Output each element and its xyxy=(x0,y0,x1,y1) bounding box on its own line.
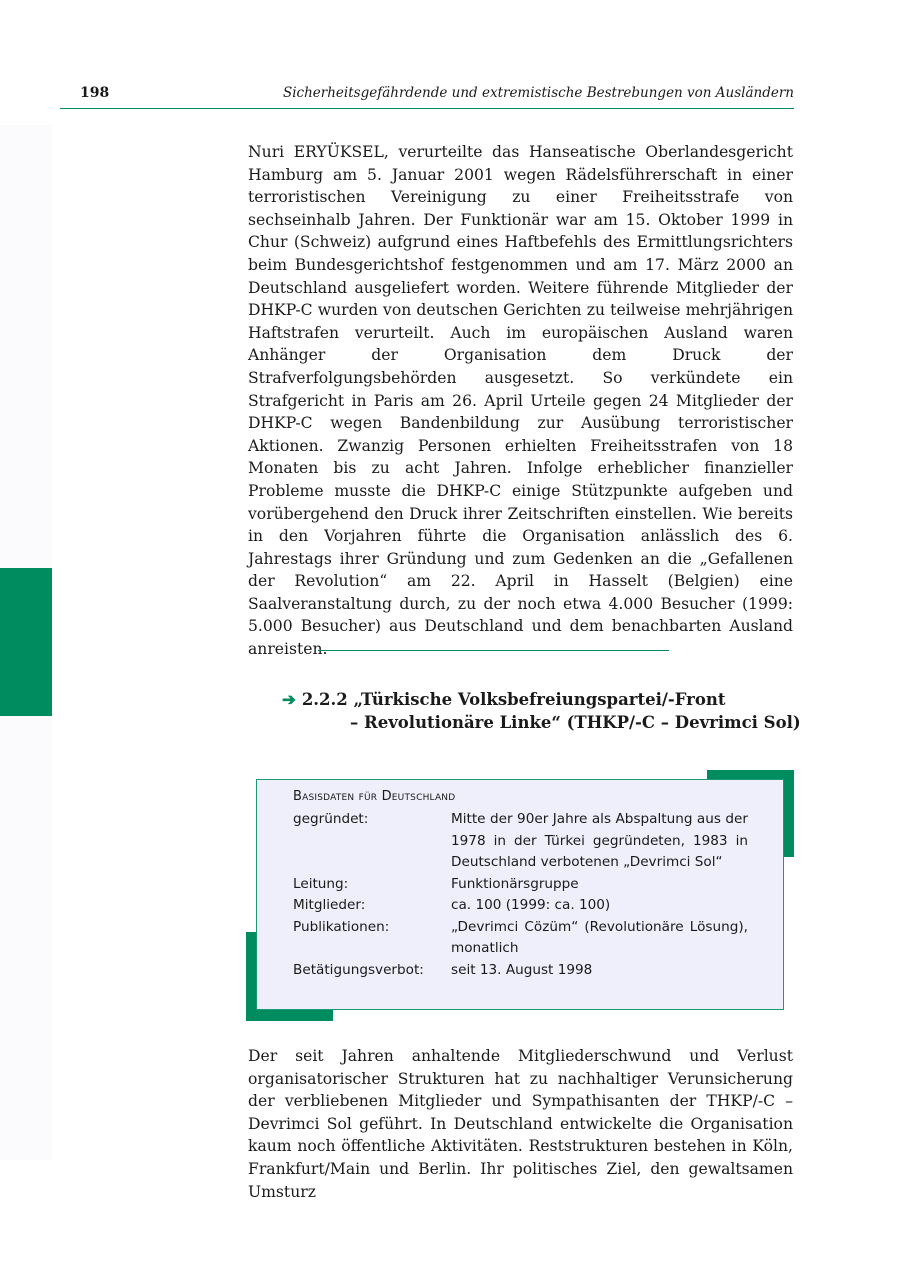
infobox-label: Betätigungsverbot: xyxy=(293,961,424,978)
infobox xyxy=(256,779,784,1010)
infobox-value: seit 13. August 1998 xyxy=(451,961,593,978)
body-paragraph-2: Der seit Jahren anhaltende Mitgliederschwund und Verlust organisatorischer Strukturen hat zu nachhaltiger Verunsicherung der verbliebenen Mitglieder und Sympathisanten der THKP/-C – Devrimci Sol geführt. In Deutschland entwickelte die Organisation kaum noch öffentliche Aktivitäten. Reststrukturen bestehen in Köln, Frankfurt/Main und Berlin. Ihr politisches Ziel, den gewaltsamen Umsturz xyxy=(248,1047,793,1201)
infobox-title: Basisdaten für Deutschland xyxy=(293,789,456,804)
infobox-label: Mitglieder: xyxy=(293,897,366,913)
infobox-table xyxy=(293,809,748,981)
infobox-value: „Devrimci Cözüm“ (Revolutionäre Lösung), monatlich xyxy=(451,918,748,956)
section-divider xyxy=(318,650,669,651)
infobox-row xyxy=(293,960,748,982)
section-heading-line-2: – Revolutionäre Linke“ (THKP/-C – Devrimci Sol) xyxy=(350,713,801,732)
infobox-value: Mitte der 90er Jahre als Abspaltung aus der 1978 in der Türkei gegründeten, 1983 in Deutschland verbotenen „Devrimci Sol“ xyxy=(451,811,748,870)
chapter-thumb-tab xyxy=(0,568,52,716)
infobox-value: Funktionärsgruppe xyxy=(451,875,579,892)
section-heading xyxy=(282,688,802,734)
running-title: Sicherheitsgefährdende und extremistische Bestrebungen von Ausländern xyxy=(282,85,794,101)
body-paragraph-1: Nuri ERYÜKSEL, verurteilte das Hanseatische Oberlandesgericht Hamburg am 5. Januar 2001 wegen Rädelsführerschaft in einer terroristischen Vereinigung zu einer Freiheitsstrafe von sechseinhalb Jahren. Der Funktionär war am 15. Oktober 1999 in Chur (Schweiz) aufgrund eines Haftbefehls des Ermittlungsrichters beim Bundesgerichtshof festgenommen und am 17. März 2000 an Deutschland ausgeliefert worden. Weitere führende Mitglieder der DHKP-C wurden von deutschen Gerichten zu teilweise mehrjährigen Haftstrafen verurteilt. Auch im europäischen Ausland waren Anhänger der Organisation dem Druck der Strafverfolgungsbehörden ausgesetzt. So verkündete ein Strafgericht in Paris am 26. April Urteile gegen 24 Mitglieder der DHKP-C wegen Bandenbildung zur Ausübung terroristischer Aktionen. Zwanzig Personen erhielten Freiheitsstrafen von 18 Monaten bis zu acht Jahren. Infolge erheblicher finanzieller Probleme musste die DHKP-C einige Stützpunkte aufgeben und vorübergehend den Druck ihrer Zeitschriften einstellen. Wie bereits in den Vorjahren führte die Organisation anlässlich des 6. Jahrestags ihrer Gründung und zum Gedenken an die „Gefallenen der Revolution“ am 22. April in Hasselt (Belgien) eine Saalveranstaltung durch, zu der noch etwa 4.000 Besucher (1999: 5.000 Besucher) aus Deutschland und dem benachbarten Ausland anreisten. xyxy=(248,143,793,659)
infobox-row xyxy=(293,895,748,917)
arrow-right-icon: ➔ xyxy=(282,690,296,709)
infobox-label: Publikationen: xyxy=(293,918,390,935)
infobox-row xyxy=(293,809,748,874)
page-header xyxy=(60,84,794,109)
section-heading-line-1 xyxy=(282,688,802,711)
infobox-value: ca. 100 (1999: ca. 100) xyxy=(451,897,611,913)
section-heading-text-1: 2.2.2 „Türkische Volksbefreiungspartei/-Front xyxy=(301,690,726,709)
infobox-row xyxy=(293,874,748,896)
infobox-row xyxy=(293,917,748,960)
infobox-label: gegründet: xyxy=(293,811,369,827)
infobox-label: Leitung: xyxy=(293,875,349,892)
page-number: 198 xyxy=(80,85,110,101)
